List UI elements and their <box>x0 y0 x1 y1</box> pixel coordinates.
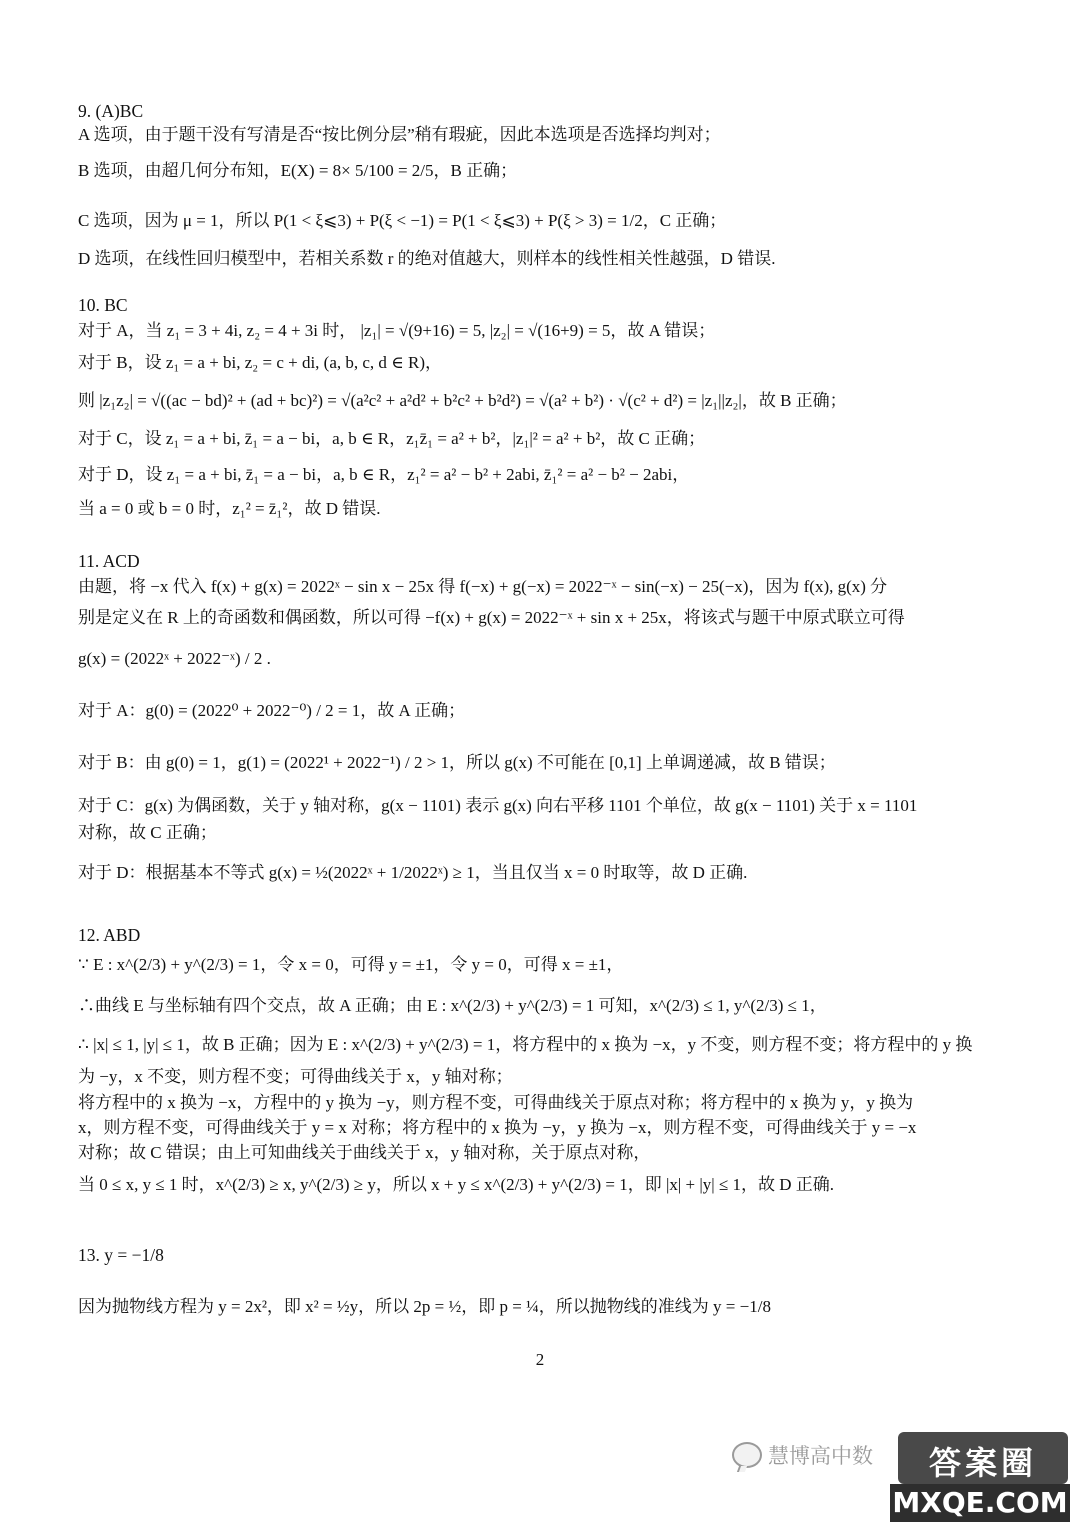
q9-line-d: D 选项，在线性回归模型中，若相关系数 r 的绝对值越大，则样本的线性相关性越强，D 错误. <box>78 249 776 268</box>
wechat-bubble-icon <box>732 1442 762 1468</box>
q12-heading: 12. ABD <box>78 925 141 945</box>
q12-line-2: ∴曲线 E 与坐标轴有四个交点，故 A 正确；由 E : x^(2/3) + y^(2/3) = 1 可知，x^(2/3) ≤ 1, y^(2/3) ≤ 1， <box>78 996 827 1015</box>
q11-heading: 11. ACD <box>78 551 140 571</box>
q10-line-d: 对于 D，设 z₁ = a + bi, z̄₁ = a − bi，a, b ∈ R，z₁² = a² − b² + 2abi, z̄₁² = a² − b² − 2abi， <box>78 465 690 484</box>
page-number: 2 <box>535 1350 545 1369</box>
watermark-logo-text: 答案圈 <box>928 1444 1037 1482</box>
q12-line-7: 对称；故 C 错误；由上可知曲线关于曲线关于 x，y 轴对称，关于原点对称， <box>78 1143 651 1162</box>
q11-line-3: g(x) = (2022ˣ + 2022⁻ˣ) / 2 . <box>78 649 271 668</box>
watermark-logo <box>898 1432 1068 1484</box>
watermark <box>730 1432 1070 1524</box>
q11-line-c2: 对称，故 C 正确； <box>78 823 217 842</box>
q11-line-d: 对于 D：根据基本不等式 g(x) = ½(2022ˣ + 1/2022ˣ) ≥ 1，当且仅当 x = 0 时取等，故 D 正确. <box>78 863 748 882</box>
q10-line-c: 对于 C，设 z₁ = a + bi, z̄₁ = a − bi，a, b ∈ R，z₁z̄₁ = a² + b²，|z₁|² = a² + b²，故 C 正确； <box>78 429 706 448</box>
watermark-account: 慧博高中数 <box>768 1444 873 1468</box>
q11-line-2: 别是定义在 R 上的奇函数和偶函数，所以可得 −f(x) + g(x) = 2022⁻ˣ + sin x + 25x，将该式与题干中原式联立可得 <box>78 608 905 627</box>
q12-line-8: 当 0 ≤ x, y ≤ 1 时，x^(2/3) ≥ x, y^(2/3) ≥ y，所以 x + y ≤ x^(2/3) + y^(2/3) = 1，即 |x| + |y| ≤ 1，故 D 正确. <box>78 1175 835 1194</box>
q10-line-d2: 当 a = 0 或 b = 0 时，z₁² = z̄₁²，故 D 错误. <box>78 499 381 518</box>
q11-line-b: 对于 B：由 g(0) = 1，g(1) = (2022¹ + 2022⁻¹) / 2 > 1，所以 g(x) 不可能在 [0,1] 上单调递减，故 B 错误； <box>78 753 836 772</box>
q10-heading: 10. BC <box>78 295 128 315</box>
q11-line-c: 对于 C：g(x) 为偶函数，关于 y 轴对称，g(x − 1101) 表示 g(x) 向右平移 1101 个单位，故 g(x − 1101) 关于 x = 1101 <box>78 796 918 815</box>
q10-line-b2: 则 |z₁z₂| = √((ac − bd)² + (ad + bc)²) = √(a²c² + a²d² + b²c² + b²d²) = √(a² + b²) · √(c² + d²) = |z₁||z₂|，故 B 正确； <box>78 391 847 410</box>
q11-line-1: 由题，将 −x 代入 f(x) + g(x) = 2022ˣ − sin x − 25x 得 f(−x) + g(−x) = 2022⁻ˣ − sin(−x) − 25(−x)，因为 f(x), g(x) 分 <box>78 577 888 596</box>
watermark-site: MXQE.COM <box>890 1484 1070 1522</box>
q12-line-4: 为 −y，x 不变，则方程不变；可得曲线关于 x，y 轴对称； <box>78 1067 513 1086</box>
q11-line-a: 对于 A：g(0) = (2022⁰ + 2022⁻⁰) / 2 = 1，故 A 正确； <box>78 701 466 720</box>
q9-line-c: C 选项，因为 μ = 1，所以 P(1 < ξ⩽3) + P(ξ < −1) = P(1 < ξ⩽3) + P(ξ > 3) = 1/2，C 正确； <box>78 211 727 230</box>
q13-line-1: 因为抛物线方程为 y = 2x²，即 x² = ½y，所以 2p = ½，即 p = ¼，所以抛物线的准线为 y = −1/8 <box>78 1297 771 1316</box>
q10-line-a: 对于 A，当 z₁ = 3 + 4i, z₂ = 4 + 3i 时， |z₁| = √(9+16) = 5, |z₂| = √(16+9) = 5，故 A 错误； <box>78 321 716 340</box>
q9-heading: 9. (A)BC <box>78 101 144 121</box>
q9-line-a: A 选项，由于题干没有写清是否“按比例分层”稍有瑕疵，因此本选项是否选择均判对； <box>78 125 721 144</box>
q12-line-1: ∵ E : x^(2/3) + y^(2/3) = 1，令 x = 0，可得 y = ±1，令 y = 0，可得 x = ±1， <box>78 955 624 974</box>
q9-line-b: B 选项，由超几何分布知，E(X) = 8× 5/100 = 2/5，B 正确； <box>78 161 518 180</box>
q13-heading: 13. y = −1/8 <box>78 1245 164 1265</box>
q12-line-6: x，则方程不变，可得曲线关于 y = x 对称；将方程中的 x 换为 −y，y 换为 −x，则方程不变，可得曲线关于 y = −x <box>78 1118 917 1137</box>
q10-line-b: 对于 B，设 z₁ = a + bi, z₂ = c + di, (a, b, c, d ∈ R)， <box>78 353 443 372</box>
q12-line-5: 将方程中的 x 换为 −x，方程中的 y 换为 −y，则方程不变，可得曲线关于原点对称；将方程中的 x 换为 y，y 换为 <box>78 1093 914 1112</box>
q12-line-3: ∴ |x| ≤ 1, |y| ≤ 1，故 B 正确；因为 E : x^(2/3) + y^(2/3) = 1，将方程中的 x 换为 −x，y 不变，则方程不变；将方程中的 y 换 <box>78 1035 973 1054</box>
